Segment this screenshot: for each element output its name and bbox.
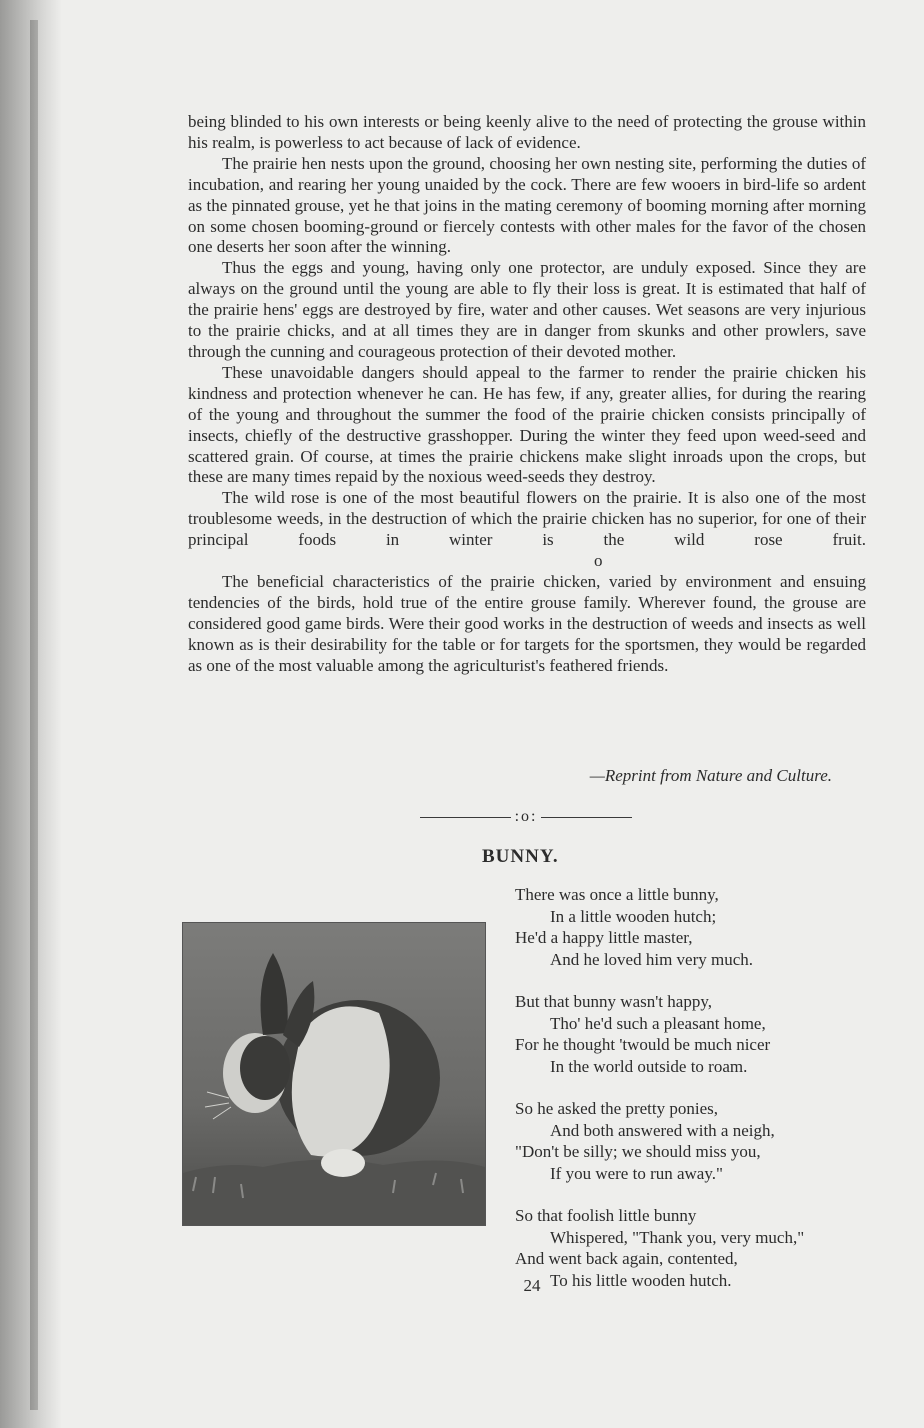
poem-line: Whispered, "Thank you, very much," [550, 1227, 805, 1247]
poem-stanza [515, 991, 875, 1077]
poem-line: And went back again, contented, [515, 1249, 738, 1268]
article-paragraph-text: The wild rose is one of the most beautiful flowers on the prairie. It is also one of the most troublesome weeds, in the destruction of which the prairie chicken has no superior, for one of their principal foods in winter is the wild rose fruit. [188, 488, 866, 550]
poem-line: "Don't be silly; we should miss you, [515, 1142, 761, 1161]
poem-title: BUNNY. [482, 846, 559, 867]
poem-line: If you were to run away." [550, 1163, 723, 1183]
poem-line: In the world outside to roam. [550, 1056, 748, 1076]
poem-line: To his little wooden hutch. [550, 1270, 732, 1290]
article-paragraph: These unavoidable dangers should appeal to the farmer to render the prairie chicken his kindness and protection whenever he can. He has few, if any, greater allies, for during the rearing of the young and throughout the summer the food of the prairie chicken consists principally of insects, chiefly of the destructive grasshopper. During the winter they feed upon weed-seed and scattered grain. Of course, at times the prairie chickens make slight inroads upon the crops, but these are many times repaid by the noxious weed-seeds they destroy. [188, 362, 866, 487]
poem-line: There was once a little bunny, [515, 885, 719, 904]
poem-line: So that foolish little bunny [515, 1206, 697, 1225]
section-divider [420, 808, 632, 826]
rabbit-photo [182, 922, 486, 1226]
poem-stanza [515, 1205, 875, 1291]
article-body [188, 112, 866, 676]
poem-stanza [515, 1098, 875, 1184]
divider-mark: :o: [514, 808, 538, 825]
poem-line: Tho' he'd such a pleasant home, [550, 1013, 766, 1033]
page-number: 24 [523, 1276, 541, 1295]
divider-rule-right [541, 817, 632, 818]
poem-stanza [515, 884, 875, 970]
article-paragraph: being blinded to his own interests or being keenly alive to the need of protecting the grouse within his realm, is powerless to act because of lack of evidence. [188, 112, 866, 152]
article-paragraph: The prairie hen nests upon the ground, choosing her own nesting site, performing the duties of incubation, and rearing her young unaided by the cock. There are few wooers in bird-life so ardent as the pinnated grouse, yet he that joins in the mating ceremony of booming morning after morning on some chosen booming-ground or fiercely contests with other males for the favor of the chosen one deserts her soon after the winning. [188, 153, 866, 257]
article-paragraph: The beneficial characteristics of the prairie chicken, varied by environment and ensuing tendencies of the birds, hold true of the entire grouse family. Wherever found, the grouse are considered good game birds. Were their good works in the destruction of weeds and insects as well known as is their desirability for the table or for targets for the sportsmen, they would be regarded as one of the most valuable among the agriculturist's feathered friends. [188, 571, 866, 675]
divider-rule-left [420, 817, 511, 818]
poem-line: In a little wooden hutch; [550, 906, 717, 926]
poem-line: But that bunny wasn't happy, [515, 992, 712, 1011]
poem-line: And he loved him very much. [550, 949, 754, 969]
poem-body [515, 884, 875, 1312]
article-paragraph: Thus the eggs and young, having only one protector, are unduly exposed. Since they are always on the ground until the young are able to fly their loss is great. It is estimated that half of the prairie hens' eggs are destroyed by fire, water and other causes. Wet seasons are very injurious to the prairie chicks, and at all times they are in danger from skunks and other prowlers, save through the cunning and courageous protection of their devoted mother. [188, 258, 866, 361]
rabbit-illustration [183, 923, 485, 1225]
article-attribution: —Reprint from Nature and Culture. [589, 766, 832, 785]
poem-line: He'd a happy little master, [515, 928, 693, 947]
article-paragraph [188, 488, 866, 572]
poem-line: And both answered with a neigh, [550, 1120, 775, 1140]
stray-mark: o [594, 551, 603, 571]
poem-line: For he thought 'twould be much nicer [515, 1035, 771, 1054]
poem-line: So he asked the pretty ponies, [515, 1099, 719, 1118]
page-binding-spine [30, 20, 38, 1410]
